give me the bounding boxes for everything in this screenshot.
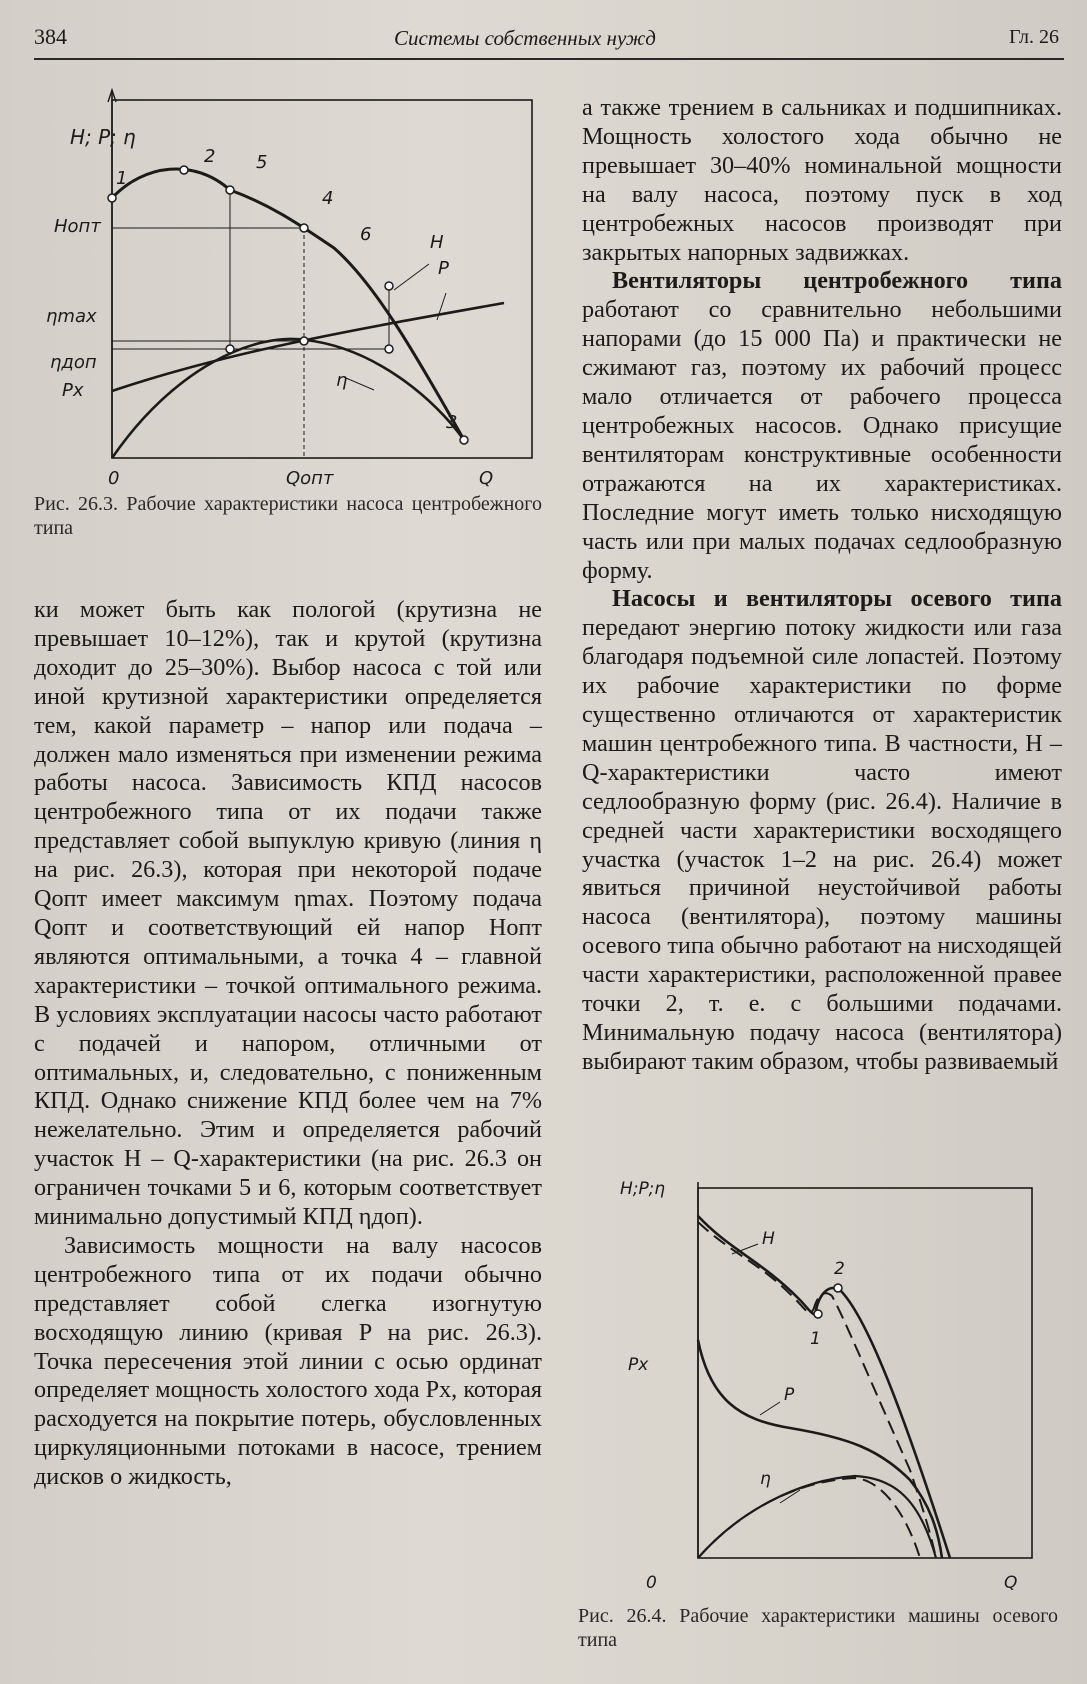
figure-26-4 [620,1180,1060,1600]
fig1-hopt-label: Hопт [54,216,101,237]
fig1-point-4 [300,224,308,232]
term-axial-machines: Насосы и вентиляторы осевого типа [612,585,1062,613]
fig2-curve-h-label: H [762,1229,775,1249]
fig1-curve-eta-label: η [336,370,348,391]
fig1-point-3 [460,436,468,444]
running-header [34,20,1059,52]
fig1-frame [112,100,532,458]
right-paragraph-1: а также трением в сальниках и подшипниках. Мощность холостого хода обычно не превышает 30–40% номинальной мощности на валу насоса, поэтому пуск в ход центробежных насосов производят при закрытых напорных задвижках. [582,94,1062,266]
fig1-point-3-label: 3 [446,412,458,433]
fig1-point-5-label: 5 [256,152,268,173]
fig1-point-4-eta [300,337,308,345]
fig2-curve-eta [698,1476,936,1558]
fig2-origin-label: 0 [646,1573,657,1593]
fig1-curve-h-label: H [430,232,444,253]
term-centrifugal-fans: Вентиляторы центробежного типа [612,267,1062,295]
fig2-point-2-label: 2 [834,1259,845,1279]
fig1-px-label: Px [62,380,84,401]
fig1-point-6-eta [385,345,393,353]
fig1-point-1-label: 1 [116,168,128,189]
fig1-point-4-label: 4 [322,188,334,209]
fig1-yaxis-label: H; P; η [70,125,136,149]
fig2-frame [698,1188,1032,1558]
fig2-yaxis-label: H;P;η [620,1180,665,1199]
fig2-point-1 [814,1310,822,1318]
fig2-curve-p [698,1340,942,1558]
right-paragraph-3: Насосы и вентиляторы осевого типа передают энергию потоку жидкости или газа благодаря подъемной силе лопастей. Поэтому их рабочие характеристики по форме существенно отличаются от характеристик машин центробежного типа. В частности, H – Q-характеристики часто имеют седлообразную форму (рис. 26.4). Наличие в средней части характеристики восходящего участка (участок 1–2 на рис. 26.4) может явиться причиной неустойчивой работы насоса (вентилятора), поэтому машины осевого типа обычно работают на нисходящей части характеристики, расположенной правее точки 2, т. е. с большими подачами. Минимальную подачу насоса (вентилятора) выбирают таким образом, чтобы развиваемый [582,585,1062,1075]
fig2-curve-h-dashed [698,1222,936,1558]
header-rule [34,58,1064,60]
fig1-q-label: Q [479,468,494,488]
fig2-px-label: Px [628,1355,649,1375]
fig1-curve-p [112,303,504,391]
right-column [582,94,1062,1077]
fig1-etadop-label: ηдоп [50,352,97,373]
fig2-curve-eta-dashed [698,1478,920,1558]
fig1-point-2-label: 2 [204,146,216,167]
fig1-etamax-label: ηmax [46,306,97,327]
running-title: Системы собственных нужд [394,26,656,50]
fig2-curve-eta-label: η [760,1469,771,1489]
fig1-point-1 [108,194,116,202]
page-number: 384 [34,24,67,49]
fig2-point-2 [834,1284,842,1292]
fig1-point-5 [226,186,234,194]
fig2-q-label: Q [1004,1573,1018,1593]
left-column [34,596,542,1492]
figure-26-4-caption: Рис. 26.4. Рабочие характеристики машины осевого типа [578,1605,1058,1651]
fig1-curve-p-label: P [438,258,449,279]
figure-26-3-caption: Рис. 26.3. Рабочие характеристики насоса центробежного типа [34,493,542,539]
chapter-label: Гл. 26 [1008,26,1059,48]
fig1-origin-label: 0 [108,468,120,488]
fig1-point-6 [385,282,393,290]
fig2-point-1-label: 1 [810,1329,821,1349]
fig1-qopt-label: Qопт [286,468,334,488]
fig1-curve-eta [112,339,464,458]
left-paragraph-1: ки может быть как пологой (крутизна не превышает 10–12%), так и крутой (крутизна доходит до 25–30%). Выбор насоса с той или иной крутизной характеристики определяется тем, какой параметр – напор или подача – должен мало изменяться при изменении режима работы насоса. Зависимость КПД насосов центробежного типа от их подачи также представляет собой выпуклую кривую (линия η на рис. 26.3), которая при некоторой подаче Qопт имеет максимум ηmax. Поэтому подача Qопт и соответствующий ей напор Hопт являются оптимальными, а точка 4 – главной характеристики – точкой оптимального режима. В условиях эксплуатации насосы часто работают с подачей и напором, отличными от оптимальных, и, следовательно, с пониженным КПД. Однако снижение КПД более чем на 7% нежелательно. Этим и определяется рабочий участок H – Q-характеристики (на рис. 26.3 он ограничен точками 5 и 6, которым соответствует минимально допустимый КПД ηдоп). [34,596,542,1231]
fig1-point-6-label: 6 [360,224,372,245]
fig2-curve-p-label: P [784,1385,795,1405]
fig1-point-5-eta [226,345,234,353]
fig1-point-2 [180,166,188,174]
fig2-curve-h [698,1216,950,1558]
fig1-curve-h [112,169,464,440]
right-paragraph-2: Вентиляторы центробежного типа работают со сравнительно небольшими напорами (до 15 000 Па) и практически не сжимают газ, поэтому их рабочий процесс мало отличается от рабочего процесса центробежных насосов. Однако присущие вентиляторам конструктивные особенности отражаются на их характеристиках. Последние могут иметь только нисходящую часть или при малых подачах седлообразную форму. [582,267,1062,584]
figure-26-3 [34,88,544,488]
left-paragraph-2: Зависимость мощности на валу насосов центробежного типа от их подачи обычно представляет собой слегка изогнутую восходящую линию (кривая P на рис. 26.3). Точка пересечения этой линии с осью ординат определяет мощность холостого хода Px, которая расходуется на покрытие потерь, обусловленных циркуляционными потоками в насосе, трением дисков о жидкость, [34,1231,542,1491]
